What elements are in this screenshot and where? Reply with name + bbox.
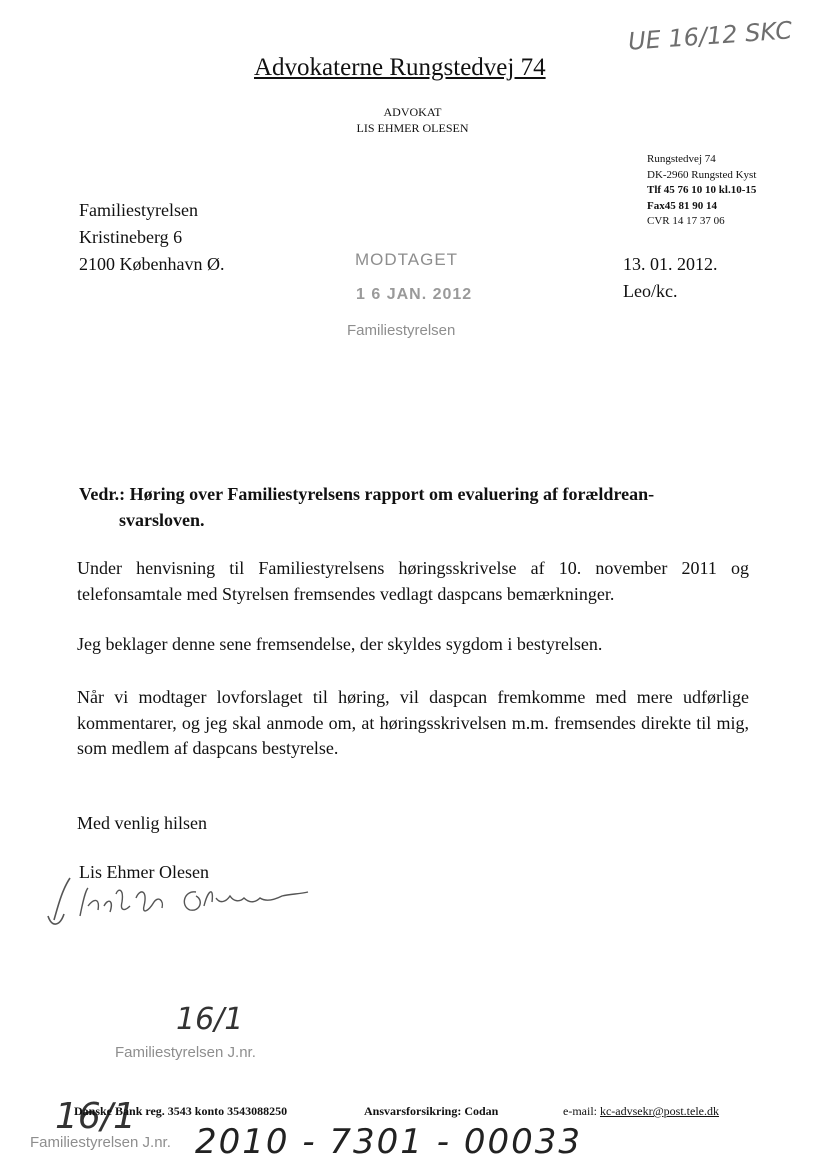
handwritten-annotation: UE 16/12 SKC — [627, 16, 794, 56]
signer-name: Lis Ehmer Olesen — [79, 862, 209, 882]
subject-line-1: Vedr.: Høring over Familiestyrelsens rapport om evaluering af forældrean- — [79, 484, 655, 504]
received-stamp-agency: Familiestyrelsen — [347, 322, 456, 339]
office-address-block — [647, 152, 756, 230]
journal-stamp-label-2: Familiestyrelsen J.nr. — [30, 1134, 171, 1151]
recipient-city: 2100 København Ø. — [79, 254, 225, 274]
received-stamp-date: 1 6 JAN. 2012 — [356, 286, 473, 303]
date-reference-block — [623, 251, 718, 305]
letter-reference: Leo/kc. — [623, 281, 678, 301]
handwritten-signature — [44, 876, 324, 936]
footer-email-block — [563, 1104, 719, 1119]
body-paragraph-1: Under henvisning til Familiestyrelsens høringsskrivelse af 10. november 2011 og telefonsamtale med Styrelsen fremsendes vedlagt daspcans bemærkninger. — [77, 558, 749, 604]
handwritten-number-2: 16/1 — [55, 1096, 136, 1137]
recipient-name: Familiestyrelsen — [79, 200, 198, 220]
firm-name: Advokaterne Rungstedvej 74 — [254, 54, 546, 81]
letter-date: 13. 01. 2012. — [623, 254, 718, 274]
recipient-address — [79, 197, 224, 278]
journal-stamp-label: Familiestyrelsen J.nr. — [115, 1044, 256, 1061]
footer-email-link[interactable]: kc-advsekr@post.tele.dk — [599, 1104, 719, 1118]
lawyer-title: ADVOKAT — [383, 105, 442, 119]
handwritten-case-number: 2010 - 7301 - 00033 — [195, 1122, 582, 1162]
letterhead-lawyer — [0, 104, 827, 136]
recipient-street: Kristineberg 6 — [79, 227, 183, 247]
closing-greeting: Med venlig hilsen — [77, 813, 207, 833]
subject-line — [79, 481, 719, 533]
lawyer-name: LIS EHMER OLESEN — [356, 121, 469, 135]
office-city: DK-2960 Rungsted Kyst — [647, 168, 757, 181]
body-paragraph-2: Jeg beklager denne sene fremsendelse, der skyldes sygdom i bestyrelsen. — [77, 634, 603, 654]
office-fax: Fax45 81 90 14 — [647, 199, 717, 212]
office-cvr: CVR 14 17 37 06 — [647, 215, 725, 227]
office-street: Rungstedvej 74 — [647, 153, 716, 165]
handwritten-number-1: 16/1 — [176, 1002, 244, 1037]
body-paragraph-3: Når vi modtager lovforslaget til høring, vil daspcan fremkomme med mere udførlige kommentarer, og jeg skal anmode om, at høringsskrivelsen m.m. fremsendes direkte til mig, som medlem af daspcans bestyrelse. — [77, 687, 749, 758]
received-stamp-label: MODTAGET — [355, 250, 459, 269]
subject-line-2: svarsloven. — [119, 510, 205, 530]
footer-bank: Danske Bank reg. 3543 konto 3543088250 — [74, 1104, 288, 1118]
office-phone: Tlf 45 76 10 10 kl.10-15 — [647, 184, 757, 196]
footer-email-label: e-mail: — [563, 1104, 597, 1118]
footer-insurance: Ansvarsforsikring: Codan — [364, 1104, 499, 1118]
